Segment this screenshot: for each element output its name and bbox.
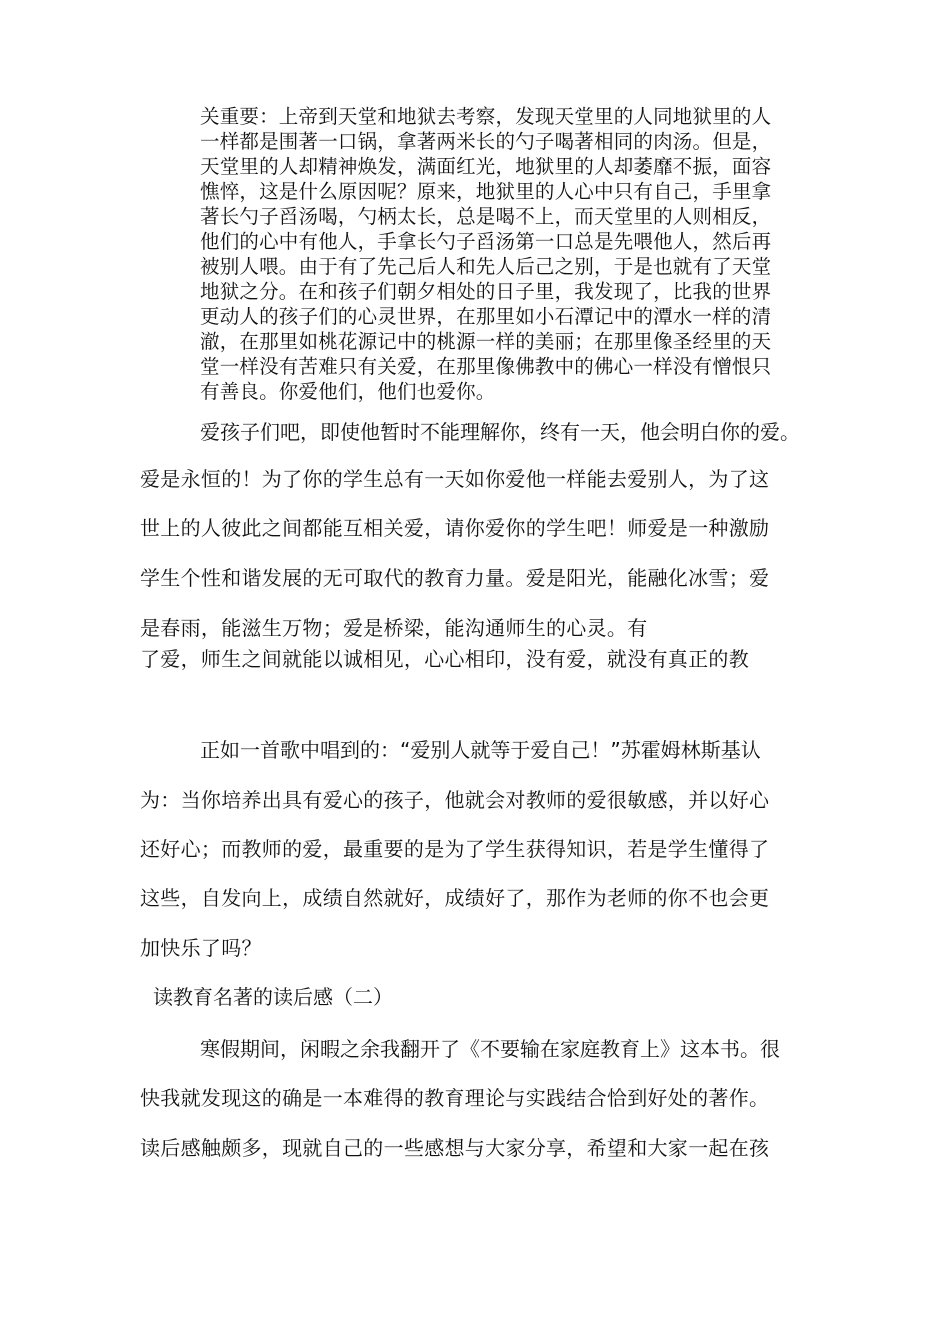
paragraph-line: 世上的人彼此之间都能互相关爱，请你爱你的学生吧！师爱是一种激励	[140, 516, 770, 540]
quote-line: 憔悴，这是什么原因呢？原来，地狱里的人心中只有自己，手里拿	[200, 180, 772, 203]
paragraph-line: 加快乐了吗？	[140, 936, 262, 960]
paragraph-line: 读后感触颇多，现就自己的一些感想与大家分享，希望和大家一起在孩	[140, 1136, 770, 1160]
quote-line: 堂一样没有苦难只有关爱，在那里像佛教中的佛心一样没有憎恨只	[200, 355, 772, 378]
quote-line: 被别人喂。由于有了先己后人和先人后己之别，于是也就有了天堂	[200, 255, 772, 278]
paragraph-line: 正如一首歌中唱到的：“爱别人就等于爱自己！”苏霍姆林斯基认	[200, 738, 761, 762]
quote-line: 关重要：上帝到天堂和地狱去考察，发现天堂里的人同地狱里的人	[200, 105, 772, 128]
paragraph-line: 爱是永恒的！为了你的学生总有一天如你爱他一样能去爱别人，为了这	[140, 467, 770, 491]
paragraph-line: 快我就发现这的确是一本难得的教育理论与实践结合恰到好处的著作。	[140, 1086, 770, 1110]
paragraph-line: 爱孩子们吧，即使他暂时不能理解你，终有一天，他会明白你的爱。	[200, 420, 800, 444]
paragraph-line: 这些，自发向上，成绩自然就好，成绩好了，那作为老师的你不也会更	[140, 886, 770, 910]
paragraph-line: 还好心；而教师的爱，最重要的是为了学生获得知识，若是学生懂得了	[140, 837, 770, 861]
quote-line: 澈，在那里如桃花源记中的桃源一样的美丽；在那里像圣经里的天	[200, 330, 772, 353]
quote-line: 地狱之分。在和孩子们朝夕相处的日子里，我发现了，比我的世界	[200, 280, 772, 303]
paragraph-line: 学生个性和谐发展的无可取代的教育力量。爱是阳光，能融化冰雪；爱	[140, 566, 770, 590]
section-heading: 读教育名著的读后感（二）	[153, 985, 393, 1009]
paragraph-line: 寒假期间，闲暇之余我翻开了《不要输在家庭教育上》这本书。很	[200, 1037, 780, 1061]
paragraph-line: 了爱，师生之间就能以诚相见，心心相印，没有爱，就没有真正的教	[140, 647, 749, 671]
quote-line: 他们的心中有他人，手拿长勺子舀汤第一口总是先喂他人，然后再	[200, 230, 772, 253]
quote-line: 天堂里的人却精神焕发，满面红光，地狱里的人却萎靡不振，面容	[200, 155, 772, 178]
paragraph-line: 是春雨，能滋生万物；爱是桥梁，能沟通师生的心灵。有	[140, 616, 648, 640]
quote-line: 有善良。你爱他们，他们也爱你。	[200, 380, 496, 403]
quote-line: 一样都是围著一口锅，拿著两米长的勺子喝著相同的肉汤。但是，	[200, 130, 772, 153]
quote-line: 更动人的孩子们的心灵世界，在那里如小石潭记中的潭水一样的清	[200, 305, 772, 328]
paragraph-line: 为：当你培养出具有爱心的孩子，他就会对教师的爱很敏感，并以好心	[140, 788, 770, 812]
quote-line: 著长勺子舀汤喝，勺柄太长，总是喝不上，而天堂里的人则相反，	[200, 205, 772, 228]
